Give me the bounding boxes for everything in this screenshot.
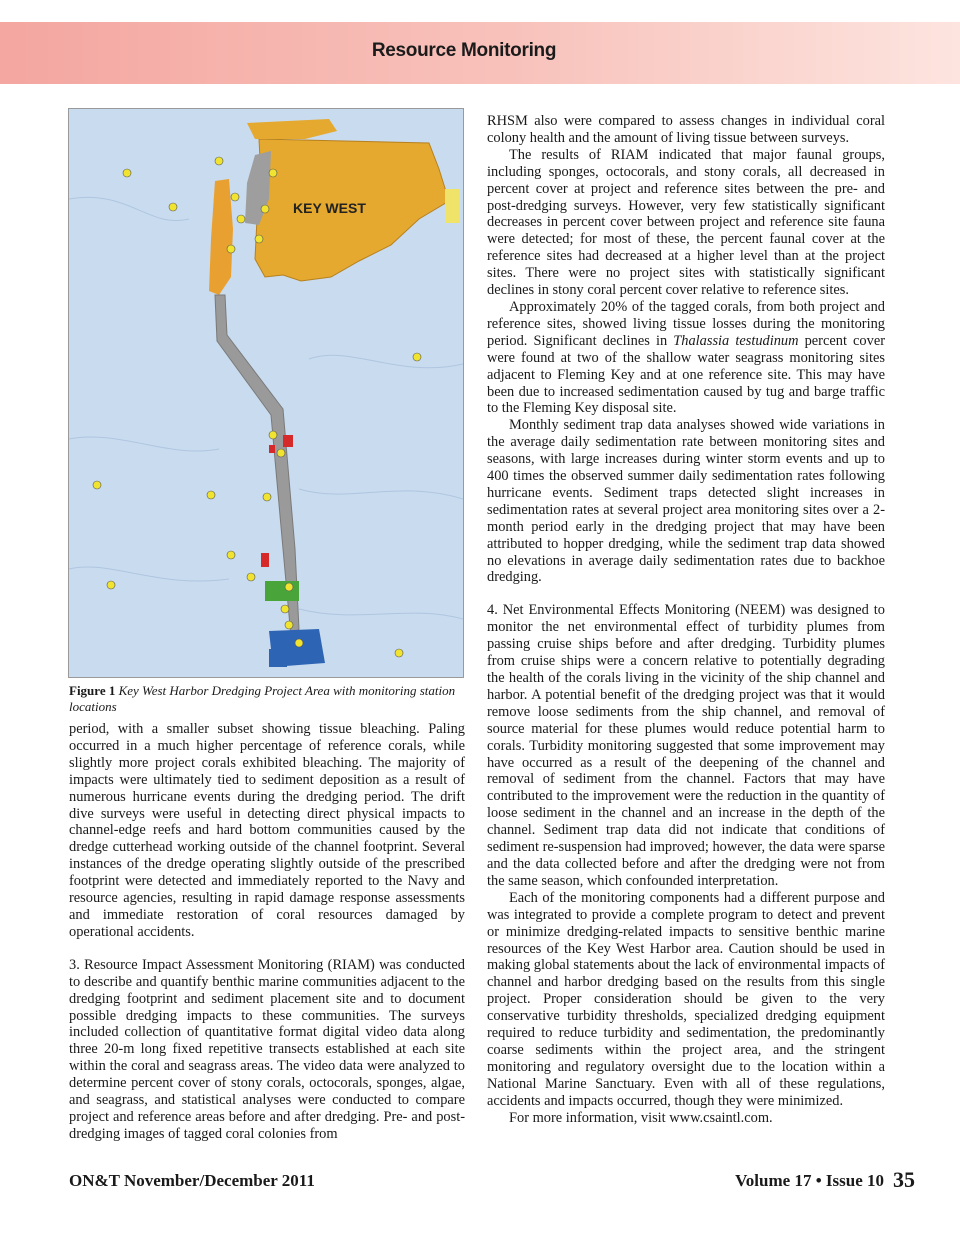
footer-publication: ON&T November/December 2011 [69,1171,315,1190]
left-paragraph-1: period, with a smaller subset showing tissue bleaching. Paling occurred in a much higher percentage of reference corals, while slightly more project corals exhibited bleaching. The majority of impacts were ultimately tied to sediment deposition as a result of numerous hurricane events during the dredging period. The drift dive surveys were useful in detecting direct physical impacts to channel-edge reefs and hard bottom communities caused by the dredge cutterhead working outside of the channel footprint. Several instances of the dredge operating slightly outside of the prescribed footprint were detected and immediately reported to the Navy and resource agencies, resulting in rapid damage response assessments and immediate restoration of coral resources damaged by operational accidents. [69,721,465,940]
section-title: Resource Monitoring [371,40,557,61]
caption-text: Key West Harbor Dredging Project Area with monitoring station locations [69,683,456,714]
disposal-site-blue-west [269,649,287,667]
figure-caption [69,683,464,715]
caption-label: Figure 1 [69,683,116,698]
map-graphic [69,109,463,677]
map-label-key-west: KEY WEST [293,200,366,216]
figure-map [68,108,464,678]
disposal-yellow-east [445,189,459,223]
footer-volume: Volume 17 • Issue 10 [735,1171,884,1190]
left-column [69,721,465,1143]
right-paragraph-6: Each of the monitoring components had a different purpose and was integrated to provide a complete program to detect and prevent or minimize dredging-related impacts to sensitive benthic marine resources of the Key West Harbor area. Caution should be used in making global statements about the lack of environmental impacts of channel and harbor dredging based on the results from this single project. Proper consideration should be given to the very conservative turbidity thresholds, specialized dredging equipment required to reduce turbidity and sedimentation, the predominantly coarse sediments within the project area, and the stringent monitoring and regulatory oversight due to the location within a National Marine Sanctuary. Even with all of these regulations, accidents and impacts occurred, though they were minimized. [487,889,885,1109]
right-paragraph-4: Monthly sediment trap data analyses showed wide variations in the average daily sedimentation rate between monitoring sites and seasons, with large increases during winter storm events and up to 400 times the observed summer daily sedimentation rates following hurricane events. Sediment traps detected slight increases in sedimentation rates at several project area monitoring sites over a 2-month period early in the dredging project that may have been attributed to hopper dredging, while the sediment trap data showed no elevations in average daily sedimentation rates due to backhoe dredging. [487,417,885,586]
species-name: Thalassia testudinum [673,332,799,349]
right-paragraph-1: RHSM also were compared to assess changes in individual coral colony health and the amount of living tissue between surveys. [487,113,885,146]
right-paragraph-2: The results of RIAM indicated that major faunal groups, including sponges, octocorals, and stony corals, all decreased in percent cover at project and reference sites between the pre- and post-dredging surveys. However, very few statistically significant decreases in percent cover between project and reference site fauna were detected; for most of these, the percent faunal cover at the reference sites had decreased at a higher level than at the project sites. There were no project sites with statistically significant declines in stony coral percent cover relative to reference sites. [487,146,885,299]
right-paragraph-3 [487,299,885,417]
right-paragraph-7: For more information, visit www.csaintl.com. [509,1109,773,1126]
p3-text-before: Approximately 20% of the tagged corals, from both project and reference sites, showed living tissue losses during the monitoring period. Significant declines in [487,298,885,349]
right-paragraph-5: 4. Net Environmental Effects Monitoring (NEEM) was designed to monitor the net environmental effect of turbidity plumes from passing cruise ships before and after dredging. Turbidity plumes from cruise ships were a concern relative to potentially degrading the health of the corals living in the vicinity of the ship channel and harbor. A potential benefit of the dredging project was that it would remove loose sediments from the ship channel, and removal of source material for these plumes would reduce potential harm to corals. Turbidity monitoring suggested that some improvement may have occurred as a result of the deepening of the channel and removal of sediment from the channel. Factors that may have contributed to the improvement were the reduction in the quantity of loose sediment in the channel and an increase in the depth of the channel. Sediment trap data did not indicate that conditions of sediment re-suspension had improved; however, the data were sparse and the data collected before and after the dredging were not from the same season, which confounded interpretation. [487,602,885,889]
p3-text-after: percent cover were found at two of the shallow water seagrass monitoring sites adjacent to Fleming Key and at one reference site. This may have been due to increased sedimentation caused by tug and barge traffic to the Fleming Key disposal site. [487,332,885,417]
right-column [487,113,885,1126]
disposal-site-green [265,581,299,601]
left-paragraph-2: 3. Resource Impact Assessment Monitoring (RIAM) was conducted to describe and quantify benthic marine communities adjacent to the dredging footprint and sediment placement site and to document possible dredging impacts to these communities. The surveys included collection of quantitative format digital video data along three 20-m long fixed repetitive transects established at each site within the coral and seagrass areas. The video data were analyzed to determine percent cover of stony corals, octocorals, sponges, algae, and seagrass, and statistical analyses were conducted to compare project and reference areas before and after dredging. Pre- and post-dredging images of tagged coral colonies from [69,956,465,1142]
page-number: 35 [893,1167,915,1192]
